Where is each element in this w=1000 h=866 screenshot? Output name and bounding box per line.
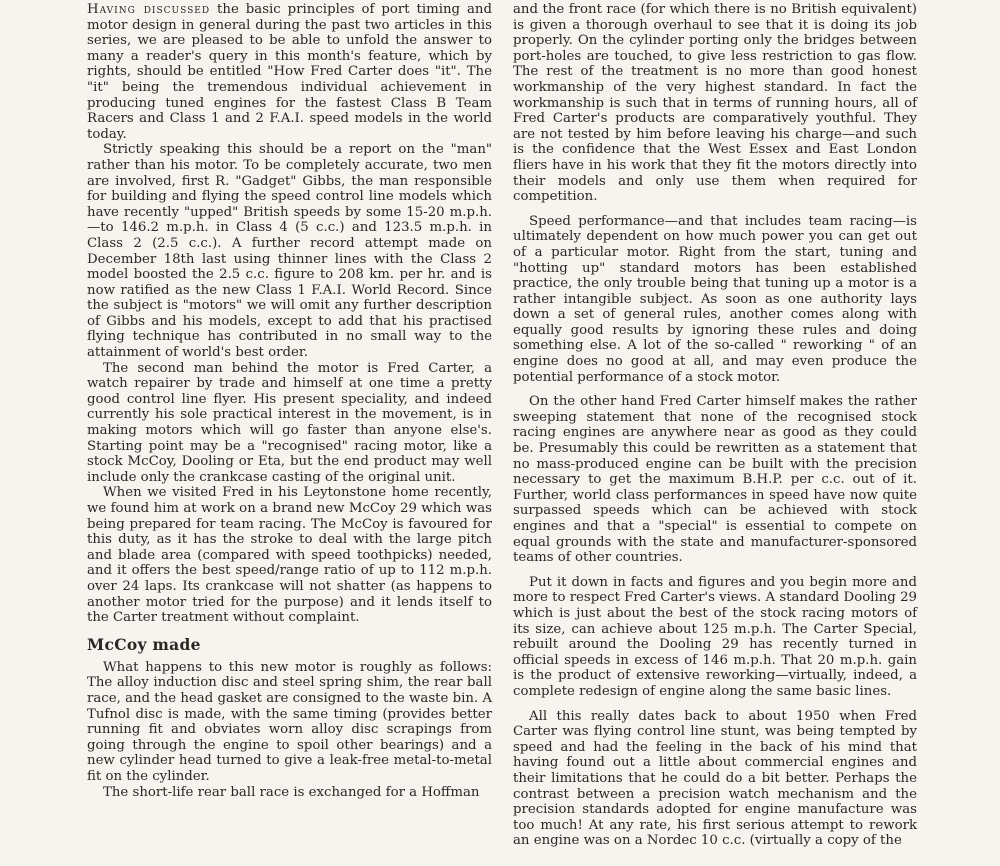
paragraph [87, 2, 492, 142]
paragraph: What happens to this new motor is roughly as follows: The alloy induction disc and steel spring shim, the rear ball race, and the head gasket are consigned to the waste bin. A Tufnol disc is made, with the same timing (provides better running fit and obviates worn alloy disc scrapings from going through the engine to spoil other bearings) and a new cylinder head turned to give a leak-free metal-to-metal fit on the cylinder. [87, 659, 492, 784]
paragraph: When we visited Fred in his Leytonstone home recently, we found him at work on a brand new McCoy 29 which was being prepared for team racing. The McCoy is favoured for this duty, as it has the stroke to deal with the large pitch and blade area (compared with speed toothpicks) needed, and it offers the best speed/range ratio of up to 112 m.p.h. over 24 laps. Its crankcase will not shatter (as happens to another motor tried for the purpose) and it lends itself to the Carter treatment without complaint. [87, 485, 492, 626]
right-column [513, 2, 917, 849]
section-subheading: McCoy made [87, 634, 201, 654]
paragraph: The second man behind the motor is Fred Carter, a watch repairer by trade and himself at one time a pretty good control line flyer. His present speciality, and indeed currently his sole practical interest in the movement, is in making motors which will go faster than anyone else's. Starting point may be a "recognised" racing motor, like a stock McCoy, Dooling or Eta, but the end product may well include only the crankcase casting of the original unit. [87, 360, 492, 485]
paragraph-text: the basic principles of port timing and motor design in general during the past two articles in this series, we are pleased to be able to unfold the answer to many a reader's query in this month's feature, which by rights, should be entitled "How Fred Carter does "it". The "it" being the tremendous individual achievement in producing tuned engines for the fastest Class B Team Racers and Class 1 and 2 F.A.I. speed models in the world today. [87, 2, 492, 142]
paragraph: On the other hand Fred Carter himself makes the rather sweeping statement that none of the recognised stock racing engines are anywhere near as good as they could be. Presumably this could be rewritten as a statement that no mass-produced engine can be built with the precision necessary to get the maximum B.H.P. per c.c. out of it. Further, world class performances in speed have now quite surpassed speeds which can be achieved with stock engines and that a "special" is essential to compete on equal grounds with the state and manufacturer-sponsored teams of other countries. [513, 394, 917, 566]
paragraph: Strictly speaking this should be a report on the "man" rather than his motor. To be completely accurate, two men are involved, first R. "Gadget" Gibbs, the man responsible for building and flying the speed control line models which have recently "upped" British speeds by some 15-20 m.p.h.—to 146.2 m.p.h. in Class 4 (5 c.c.) and 123.5 m.p.h. in Class 2 (2.5 c.c.). A further record attempt made on December 18th last using thinner lines with the Class 2 model boosted the 2.5 c.c. figure to 208 km. per hr. and is now ratified as the new Class 1 F.A.I. World Record. Since the subject is "motors" we will omit any further description of Gibbs and his models, except to add that his practised flying technique has contributed in no small way to the attainment of world's best order. [87, 142, 492, 361]
paragraph: The short-life rear ball race is exchanged for a Hoffman [103, 784, 480, 800]
lead-in: Having discussed [87, 2, 211, 17]
paragraph: Put it down in facts and figures and you begin more and more to respect Fred Carter's views. A standard Dooling 29 which is just about the best of the stock racing motors of its size, can achieve about 125 m.p.h. The Carter Special, rebuilt around the Dooling 29 has recently turned in official speeds in excess of 146 m.p.h. That 20 m.p.h. gain is the product of extensive reworking—virtually, indeed, a complete redesign of engine along the same basic lines. [513, 574, 917, 699]
paragraph: and the front race (for which there is no British equivalent) is given a thorough overhaul to see that it is doing its job properly. On the cylinder porting only the bridges between port-holes are touched, to give less restriction to gas flow. The rest of the treatment is no more than good honest workmanship of the very highest standard. In fact the workmanship is such that in terms of running hours, all of Fred Carter's products are comparatively youthful. They are not tested by him before leaving his charge—and such is the confidence that the West Essex and East London fliers have in his work that they fit the motors directly into their models and only use them when required for competition. [513, 2, 917, 205]
paragraph: All this really dates back to about 1950 when Fred Carter was flying control line stunt, was being tempted by speed and had the feeling in the back of his mind that having found out a little about commercial engines and their limitations that he could do a bit better. Perhaps the contrast between a precision watch mechanism and the precision standards adopted for engine manufacture was too much! At any rate, his first serious attempt to rework an engine was on a Nordec 10 c.c. (virtually a copy of the [513, 708, 917, 849]
paragraph: Speed performance—and that includes team racing—is ultimately dependent on how much power you can get out of a particular motor. Right from the start, tuning and "hotting up" standard motors has been established practice, the only trouble being that tuning up a motor is a rather intangible subject. As soon as one authority lays down a set of general rules, another comes along with equally good results by ignoring these rules and doing something else. A lot of the so-called " reworking " of an engine does no good at all, and may even produce the potential performance of a stock motor. [513, 213, 917, 385]
left-column [87, 2, 492, 800]
